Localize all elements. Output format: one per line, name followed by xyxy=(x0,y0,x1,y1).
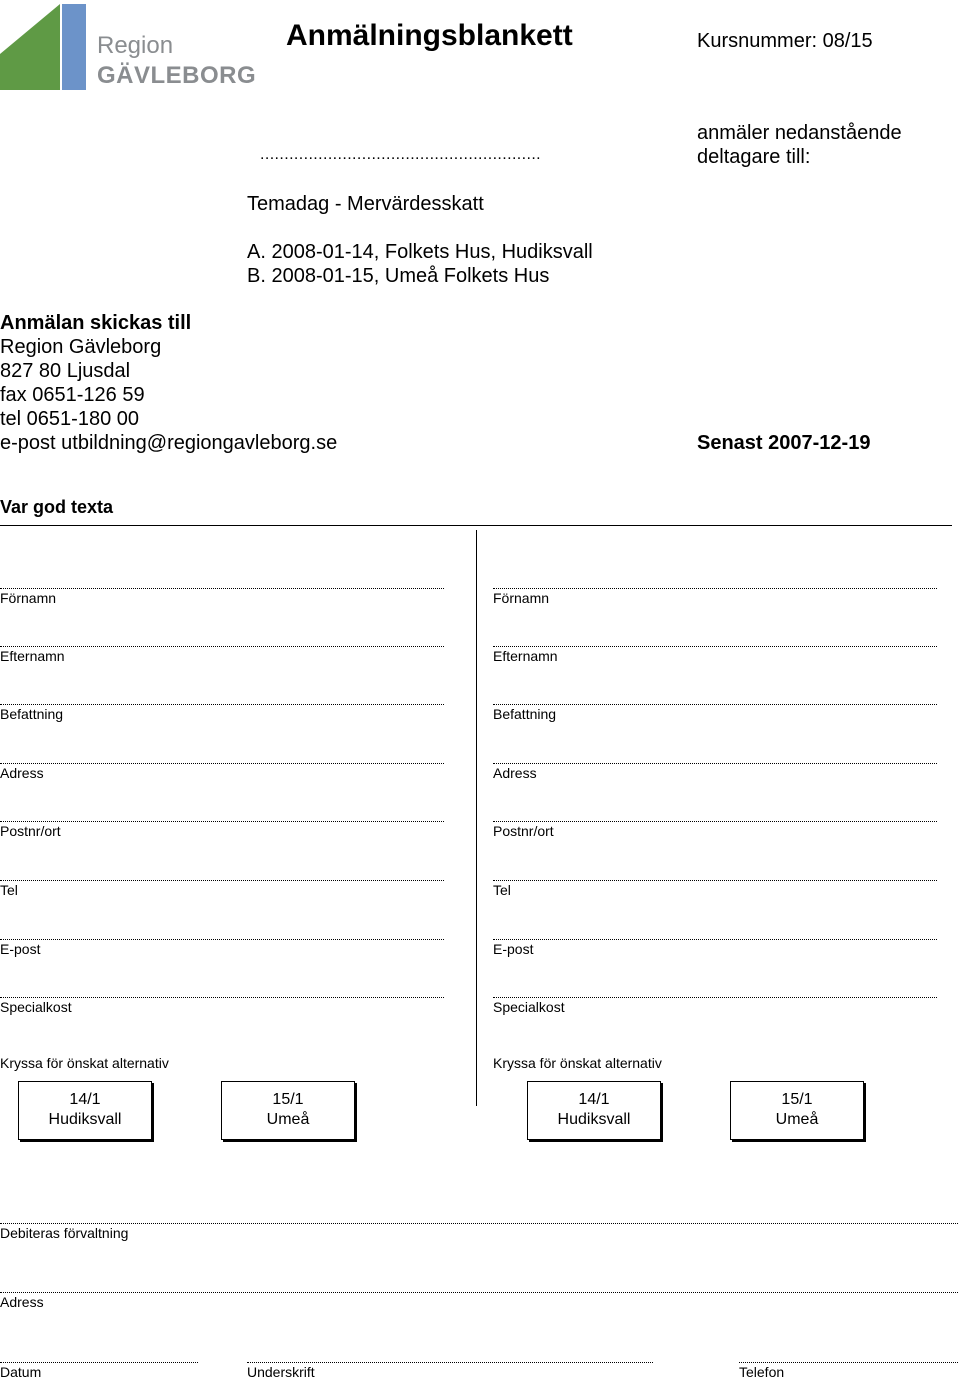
p2-kryssa-label: Kryssa för önskat alternativ xyxy=(493,1055,662,1071)
p1-efternamn-label: Efternamn xyxy=(0,648,65,664)
p1-tel-label: Tel xyxy=(0,882,18,898)
logo-text-gavleborg: GÄVLEBORG xyxy=(97,62,257,89)
dotted-line xyxy=(739,1352,958,1363)
dotted-line xyxy=(0,929,444,940)
p1-specialkost-field[interactable] xyxy=(0,987,444,1021)
underskrift-field[interactable] xyxy=(247,1352,653,1386)
course-name: Temadag - Mervärdesskatt xyxy=(247,193,484,215)
print-instruction: Var god texta xyxy=(0,497,114,517)
p2-fornamn-field[interactable] xyxy=(493,578,937,612)
p2-epost-field[interactable] xyxy=(493,929,937,963)
debiteras-label: Debiteras förvaltning xyxy=(0,1225,129,1241)
dotted-line xyxy=(0,987,444,998)
dotted-line xyxy=(0,1213,958,1224)
p1-choice-umea-box[interactable] xyxy=(221,1081,355,1140)
dotted-line xyxy=(493,987,937,998)
logo-blue-shape xyxy=(62,4,86,90)
send-to-org: Region Gävleborg xyxy=(0,336,162,358)
p1-epost-field[interactable] xyxy=(0,929,444,963)
send-to-fax: fax 0651-126 59 xyxy=(0,384,145,406)
p1-kryssa-label: Kryssa för önskat alternativ xyxy=(0,1055,169,1071)
billing-address-label: Adress xyxy=(0,1294,44,1310)
p1-adress-field[interactable] xyxy=(0,753,444,787)
datum-field[interactable] xyxy=(0,1352,198,1386)
dotted-line xyxy=(0,636,444,647)
dotted-line xyxy=(0,694,444,705)
anmaler-line-2: deltagare till: xyxy=(697,146,811,168)
p1-befattning-label: Befattning xyxy=(0,706,64,722)
dotted-line xyxy=(493,578,937,589)
p2-choice-umea-box[interactable] xyxy=(730,1081,864,1140)
p2-tel-label: Tel xyxy=(493,882,511,898)
dotted-line xyxy=(493,929,937,940)
organisation-field[interactable]: .......................................................... xyxy=(260,146,542,163)
billing-address-field[interactable] xyxy=(0,1282,958,1316)
anmaler-line-1: anmäler nedanstående xyxy=(697,122,902,144)
course-number: Kursnummer: 08/15 xyxy=(697,30,873,52)
datum-label: Datum xyxy=(0,1364,42,1380)
dotted-line xyxy=(493,694,937,705)
debiteras-field[interactable] xyxy=(0,1213,958,1247)
underskrift-label: Underskrift xyxy=(247,1364,315,1380)
choice-date: 15/1 xyxy=(781,1091,813,1108)
p2-adress-label: Adress xyxy=(493,765,537,781)
choice-date: 15/1 xyxy=(272,1091,304,1108)
telefon-label: Telefon xyxy=(739,1364,785,1380)
dotted-line xyxy=(493,870,937,881)
p1-fornamn-field[interactable] xyxy=(0,578,444,612)
telefon-field[interactable] xyxy=(739,1352,958,1386)
p2-fornamn-label: Förnamn xyxy=(493,590,550,606)
choice-date: 14/1 xyxy=(69,1091,101,1108)
send-to-postal: 827 80 Ljusdal xyxy=(0,360,131,382)
choice-place: Hudiksvall xyxy=(557,1111,631,1128)
form-title: Anmälningsblankett xyxy=(286,19,573,52)
p2-tel-field[interactable] xyxy=(493,870,937,904)
p1-efternamn-field[interactable] xyxy=(0,636,444,670)
dotted-line xyxy=(0,1352,198,1363)
choice-place: Hudiksvall xyxy=(48,1111,122,1128)
choice-place: Umeå xyxy=(266,1111,310,1128)
p2-specialkost-label: Specialkost xyxy=(493,999,565,1015)
region-gavleborg-logo xyxy=(0,2,257,92)
p2-postnr-label: Postnr/ort xyxy=(493,823,554,839)
p1-postnr-label: Postnr/ort xyxy=(0,823,61,839)
p2-befattning-label: Befattning xyxy=(493,706,557,722)
choice-place: Umeå xyxy=(775,1111,819,1128)
send-to-tel: tel 0651-180 00 xyxy=(0,408,140,430)
p1-specialkost-label: Specialkost xyxy=(0,999,72,1015)
column-divider xyxy=(476,530,477,1106)
section-divider xyxy=(0,525,952,526)
dotted-line xyxy=(493,811,937,822)
dotted-line xyxy=(493,636,937,647)
logo-green-shape xyxy=(0,4,60,90)
choice-date: 14/1 xyxy=(578,1091,610,1108)
deadline: Senast 2007-12-19 xyxy=(697,432,871,454)
send-to-email: e-post utbildning@regiongavleborg.se xyxy=(0,432,338,454)
course-option-b: B. 2008-01-15, Umeå Folkets Hus xyxy=(247,265,550,287)
p2-adress-field[interactable] xyxy=(493,753,937,787)
logo-text-region: Region xyxy=(97,32,174,59)
dotted-line xyxy=(493,753,937,764)
p2-efternamn-label: Efternamn xyxy=(493,648,558,664)
p2-epost-label: E-post xyxy=(493,941,534,957)
p2-befattning-field[interactable] xyxy=(493,694,937,728)
p1-postnr-field[interactable] xyxy=(0,811,444,845)
p1-epost-label: E-post xyxy=(0,941,41,957)
dotted-line xyxy=(0,870,444,881)
dotted-line xyxy=(0,578,444,589)
registers-participants-text xyxy=(697,121,902,169)
p2-efternamn-field[interactable] xyxy=(493,636,937,670)
course-option-a: A. 2008-01-14, Folkets Hus, Hudiksvall xyxy=(247,241,593,263)
p2-postnr-field[interactable] xyxy=(493,811,937,845)
dotted-line xyxy=(0,811,444,822)
p1-befattning-field[interactable] xyxy=(0,694,444,728)
p1-choice-hudiksvall-box[interactable] xyxy=(18,1081,152,1140)
p2-specialkost-field[interactable] xyxy=(493,987,937,1021)
dotted-line xyxy=(247,1352,653,1363)
dotted-line xyxy=(0,1282,958,1293)
p2-choice-hudiksvall-box[interactable] xyxy=(527,1081,661,1140)
send-to-heading: Anmälan skickas till xyxy=(0,312,192,334)
p1-fornamn-label: Förnamn xyxy=(0,590,57,606)
dotted-line xyxy=(0,753,444,764)
p1-tel-field[interactable] xyxy=(0,870,444,904)
p1-adress-label: Adress xyxy=(0,765,44,781)
